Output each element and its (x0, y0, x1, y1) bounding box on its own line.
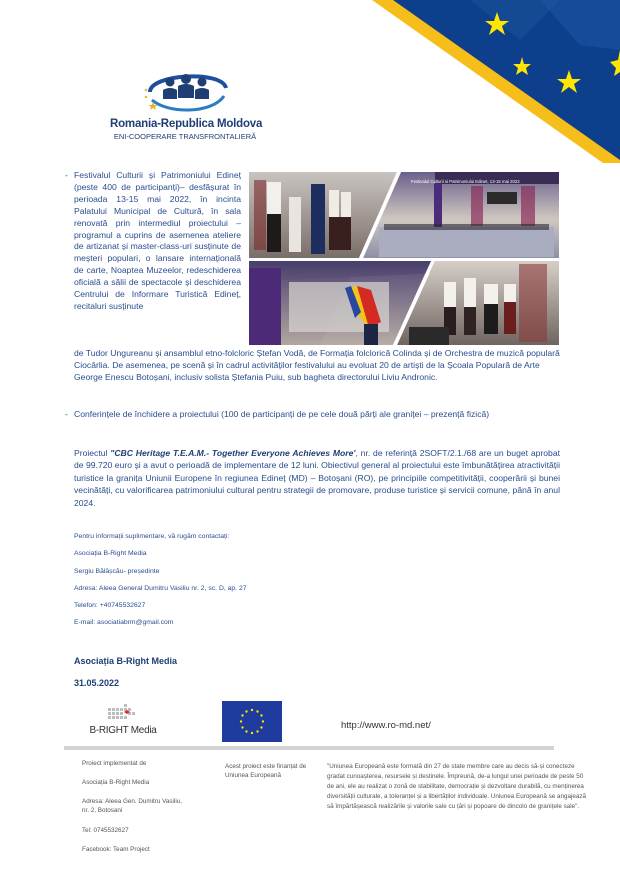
yellow-stripe (372, 0, 620, 163)
logo-title: Romania-Republica Moldova (110, 118, 263, 130)
footer-organization: Asociația B-Right Media (82, 779, 150, 787)
eu-stars-corner-banner (0, 0, 620, 170)
header-logo (110, 66, 263, 141)
brm-logo-text: B-RIGHT Media (89, 725, 157, 736)
contact-intro: Pentru informații suplimentare, vă rugăm contactați: (74, 533, 230, 540)
eu-flag-icon (222, 701, 282, 742)
signature-date: 31.05.2022 (74, 678, 120, 688)
contact-email[interactable]: E-mail: asociatiabrm@gmail.com (74, 619, 174, 627)
bullet-text-wide: de Tudor Ungureanu și ansamblul etno-folcloric Ștefan Vodă, de Formația folclorică Colinda și de Orchestra de muzică populară Ciocârlia. De asemenea, pe scenă și în cadrul activităților festivalului au evoluat 20 de artiști de la Școala Populară de Arte George Enescu Botoșani, inclusiv solista Ștefania Puiu, sub bagheta directorului Liviu Andronic. (74, 348, 560, 382)
project-body: , nr. de referință 2SOFT/2.1./68 are un buget aprobat de 99.720 euro și a avut o perioadă de implementare de 12 luni. Obiectivul general al proiectului este îmbunătățirea atractivității turistice la granița Uniunii Europene în regiunea Edineț (MD) – Botoșani (RO), pe principiile competitivității, cooperării și bunei vecinătăți, cu valorificarea patrimoniului cultural pentru strategii de promovare, produse turistice și servicii comune, până în anul 2024. (74, 448, 560, 508)
star-icon (485, 12, 509, 35)
footer-funding: Acest proiect este finanțat de Uniunea Europeană (225, 763, 307, 779)
logo-subtitle: ENI-COOPERARE TRANSFRONTALIERĂ (113, 132, 257, 141)
footer-phone: Tel: 0745532627 (82, 826, 129, 834)
project-title: "CBC Heritage T.E.A.M.- Together Everyone Achieves More' (110, 448, 356, 458)
star-icons (485, 12, 620, 93)
photo-collage (249, 172, 559, 345)
footer-label: Proiect implementat de (82, 760, 147, 767)
facet-shape (470, 0, 560, 40)
contact-person: Sergiu Bălășcău- președinte (74, 567, 160, 575)
brm-dots-icon (106, 700, 140, 720)
bullet-conferences (65, 409, 560, 421)
project-prefix: Proiectul (74, 448, 111, 458)
brm-logo (82, 700, 164, 736)
people-ellipse-logo-icon (138, 66, 233, 116)
blue-triangle (393, 0, 620, 160)
star-icon (610, 50, 620, 76)
contact-address: Adresa: Aleea General Dumitru Vasiliu nr. 2, sc. D, ap. 27 (74, 584, 247, 592)
facet-shape (540, 0, 620, 50)
collage-caption: Festivalul Culturii si Patrimoniului Edinet, 13-15 mai 2022 (411, 179, 520, 184)
footer-eu-quote: "Uniunea Europeană este formată din 27 de state membre care au decis să-și conecteze gradat cunoașterea, resursele și destinele. Împreună, de-a lungul unei perioade de peste 50 de ani, ele au realizat o zonă de stabilitate, democrație și dezvoltare durabilă, cu menținerea diversității culturale, a toleranței și a libertăților individuale. Uniunea Europeană se angajează să împărtășească realizările și valorile sale cu țări și popoare de dincolo de granițele sale". (327, 763, 587, 811)
eu-stars-circle (222, 701, 282, 742)
footer-divider (64, 746, 554, 750)
footer-implementer (82, 759, 182, 864)
star-icon (513, 57, 531, 75)
contact-block (74, 533, 247, 637)
contact-organization: Asociația B-Right Media (74, 550, 147, 558)
contact-phone: Telefon: +40745532627 (74, 602, 146, 610)
footer-address: Adresa: Aleea Gen. Dumitru Vasiliu, nr. 2, Botosani (82, 798, 182, 815)
bullet-text: Conferințele de închidere a proiectului (100 de participanți de pe cele două părți ale graniței – prezență fizică) (74, 409, 490, 419)
bullet-dash: - (65, 409, 68, 419)
project-paragraph (74, 447, 560, 509)
website-link[interactable]: http://www.ro-md.net/ (341, 720, 431, 731)
bullet-text-narrow: Festivalul Culturii și Patrimoniului Edineț (peste 400 de participanți)– desfășurat în perioada 13-15 mai 2022, în incinta Palatului Municipal de Cultură, în sala renovată prin intermediul proiectului – programul a cuprins de asemenea ateliere de artizanat și master-class-uri susținute de meșteri populari, o lansare internațională de carte, Noaptea Muzeelor, redeschiderea oficială a sălii de spectacole și deschiderea Centrului de Informare Turistică Edineț, recitaluri susținute (74, 170, 241, 311)
bullet-dash: - (65, 170, 68, 180)
signature-organization: Asociația B-Right Media (74, 656, 178, 666)
star-icon (557, 70, 581, 93)
footer-facebook: Facebook: Team Project (82, 845, 150, 853)
